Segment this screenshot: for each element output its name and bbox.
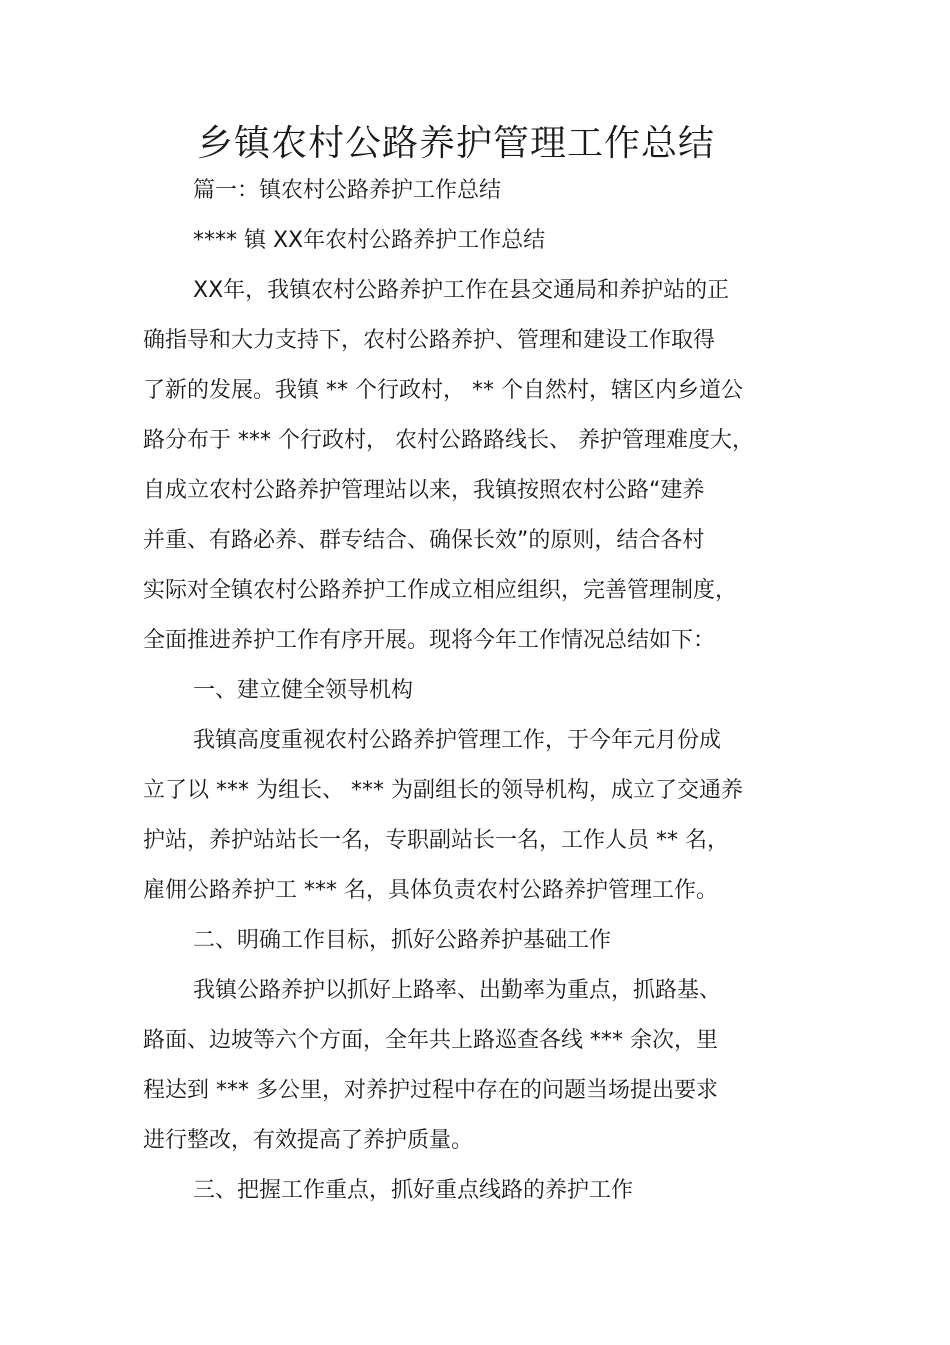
paragraph-line: 全面推进养护工作有序开展。现将今年工作情况总结如下：	[143, 628, 716, 653]
paragraph-line: 并重、有路必养、群专结合、确保长效”的原则，结合各村	[143, 528, 705, 553]
paragraph-line: 路面、边坡等六个方面，全年共上路巡查各线 *** 余次，里	[143, 1028, 718, 1053]
document-title: 乡镇农村公路养护管理工作总结	[196, 123, 715, 164]
section-heading: 二、明确工作目标，抓好公路养护基础工作	[193, 928, 612, 953]
paragraph-line: 立了以 *** 为组长、 *** 为副组长的领导机构，成立了交通养	[143, 778, 743, 803]
subtitle: **** 镇 XX年农村公路养护工作总结	[193, 228, 546, 253]
paragraph-line: 护站，养护站站长一名，专职副站长一名，工作人员 ** 名，	[143, 828, 729, 853]
section-heading: 一、建立健全领导机构	[193, 678, 414, 703]
paragraph-line: XX年，我镇农村公路养护工作在县交通局和养护站的正	[193, 278, 730, 303]
section-heading: 篇一：镇农村公路养护工作总结	[193, 178, 502, 203]
paragraph-line: 确指导和大力支持下，农村公路养护、管理和建设工作取得	[143, 328, 716, 353]
paragraph-line: 程达到 *** 多公里，对养护过程中存在的问题当场提出要求	[143, 1078, 718, 1103]
paragraph-line: 路分布于 *** 个行政村， 农村公路路线长、 养护管理难度大，	[143, 428, 754, 453]
paragraph-line: 实际对全镇农村公路养护工作成立相应组织，完善管理制度，	[143, 578, 738, 603]
paragraph-line: 雇佣公路养护工 *** 名，具体负责农村公路养护管理工作。	[143, 878, 718, 903]
paragraph-line: 自成立农村公路养护管理站以来，我镇按照农村公路“建养	[143, 478, 705, 503]
paragraph-line: 我镇高度重视农村公路养护管理工作，于今年元月份成	[193, 728, 722, 753]
paragraph-line: 我镇公路养护以抓好上路率、出勤率为重点，抓路基、	[193, 978, 722, 1003]
paragraph-line: 了新的发展。我镇 ** 个行政村， ** 个自然村，辖区内乡道公	[143, 378, 743, 403]
paragraph-line: 进行整改，有效提高了养护质量。	[143, 1128, 474, 1153]
section-heading: 三、把握工作重点，抓好重点线路的养护工作	[193, 1178, 634, 1203]
